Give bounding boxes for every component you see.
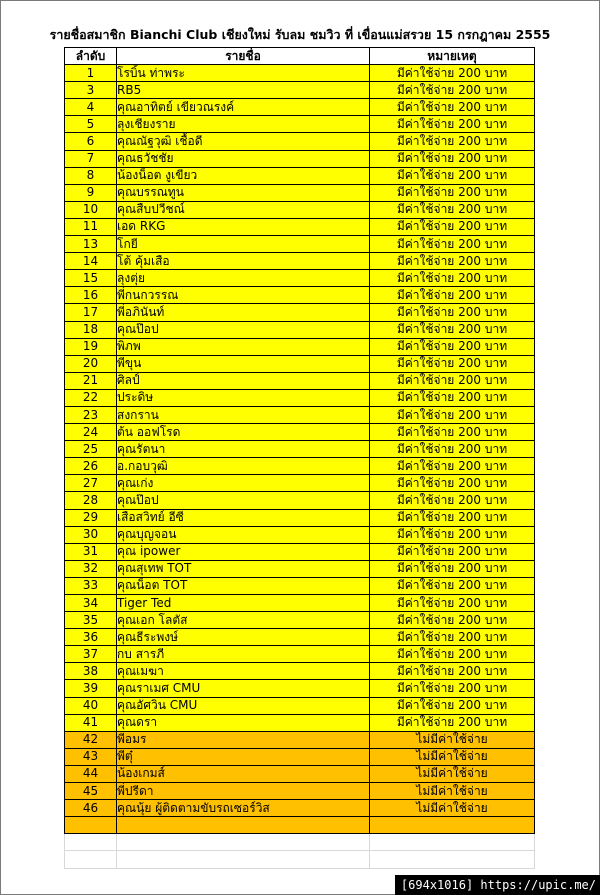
- member-name: คุณน็อต TOT: [117, 577, 370, 594]
- member-name: ลุงเชียงราย: [117, 116, 370, 133]
- row-number: 38: [65, 663, 117, 680]
- row-note: มีค่าใช้จ่าย 200 บาท: [370, 236, 535, 253]
- row-number: 4: [65, 99, 117, 116]
- table-row: [65, 577, 535, 594]
- row-note: มีค่าใช้จ่าย 200 บาท: [370, 338, 535, 355]
- member-name: คุณราเมศ CMU: [117, 680, 370, 697]
- member-name: คุณดรา: [117, 714, 370, 731]
- member-name: ประดิษ: [117, 389, 370, 406]
- row-note: มีค่าใช้จ่าย 200 บาท: [370, 612, 535, 629]
- row-number: 24: [65, 424, 117, 441]
- row-number: 44: [65, 765, 117, 782]
- table-row: [65, 133, 535, 150]
- row-number: 22: [65, 389, 117, 406]
- member-name: คุณรัตนา: [117, 441, 370, 458]
- row-note: มีค่าใช้จ่าย 200 บาท: [370, 406, 535, 423]
- table-header-row: [65, 48, 535, 65]
- row-number: 17: [65, 304, 117, 321]
- member-name: คุณ ipower: [117, 543, 370, 560]
- table-row: [65, 475, 535, 492]
- empty-cell: [117, 851, 370, 868]
- member-name: คุณบรรณทูน: [117, 184, 370, 201]
- member-name: ต้น ออฟโรด: [117, 424, 370, 441]
- row-note: มีค่าใช้จ่าย 200 บาท: [370, 201, 535, 218]
- member-name: พี่ขุน: [117, 355, 370, 372]
- row-number: 9: [65, 184, 117, 201]
- image-host-footer: [694x1016] https://upic.me/: [395, 875, 600, 895]
- member-name: พี่ปรีดา: [117, 783, 370, 800]
- row-number: 43: [65, 748, 117, 765]
- table-row: [65, 612, 535, 629]
- row-number: 34: [65, 595, 117, 612]
- member-name: Tiger Ted: [117, 595, 370, 612]
- table-row: [65, 338, 535, 355]
- member-name: คุณธีระพงษ์: [117, 629, 370, 646]
- table-row: [65, 714, 535, 731]
- row-note: มีค่าใช้จ่าย 200 บาท: [370, 372, 535, 389]
- row-note: ไม่มีค่าใช้จ่าย: [370, 800, 535, 817]
- member-name: น้องน็อต งูเขียว: [117, 167, 370, 184]
- member-name: เสือสวิทย์ อีซี่: [117, 509, 370, 526]
- row-note: มีค่าใช้จ่าย 200 บาท: [370, 543, 535, 560]
- row-note: มีค่าใช้จ่าย 200 บาท: [370, 560, 535, 577]
- row-note: ไม่มีค่าใช้จ่าย: [370, 731, 535, 748]
- table-row: [65, 304, 535, 321]
- row-number: 33: [65, 577, 117, 594]
- empty-cell: [370, 851, 535, 868]
- table-row: [65, 236, 535, 253]
- member-name: คุณเก่ง: [117, 475, 370, 492]
- row-number: 28: [65, 492, 117, 509]
- table-row: [65, 201, 535, 218]
- row-note: มีค่าใช้จ่าย 200 บาท: [370, 663, 535, 680]
- table-row: [65, 560, 535, 577]
- row-number: 35: [65, 612, 117, 629]
- header-no: ลำดับ: [65, 48, 117, 65]
- table-row: [65, 253, 535, 270]
- empty-cell: [370, 817, 535, 834]
- row-note: มีค่าใช้จ่าย 200 บาท: [370, 680, 535, 697]
- row-note: มีค่าใช้จ่าย 200 บาท: [370, 167, 535, 184]
- row-number: 1: [65, 65, 117, 82]
- row-note: มีค่าใช้จ่าย 200 บาท: [370, 253, 535, 270]
- table-row: [65, 184, 535, 201]
- table-row: [65, 748, 535, 765]
- empty-cell: [117, 834, 370, 851]
- row-number: 11: [65, 218, 117, 235]
- row-number: 7: [65, 150, 117, 167]
- table-row: [65, 458, 535, 475]
- table-row: [65, 783, 535, 800]
- row-number: 19: [65, 338, 117, 355]
- row-note: มีค่าใช้จ่าย 200 บาท: [370, 389, 535, 406]
- table-row: [65, 82, 535, 99]
- member-name: พี่ตุ๋: [117, 748, 370, 765]
- empty-row-orange: [65, 817, 535, 834]
- row-note: มีค่าใช้จ่าย 200 บาท: [370, 65, 535, 82]
- empty-row: [65, 834, 535, 851]
- row-number: 40: [65, 697, 117, 714]
- member-name: พี่อภินันท์: [117, 304, 370, 321]
- table-row: [65, 595, 535, 612]
- row-number: 5: [65, 116, 117, 133]
- member-name: คุณเมฆา: [117, 663, 370, 680]
- member-name: RB5: [117, 82, 370, 99]
- row-number: 36: [65, 629, 117, 646]
- row-number: 45: [65, 783, 117, 800]
- table-row: [65, 167, 535, 184]
- member-name: พี่กนกวรรณ: [117, 287, 370, 304]
- member-name: คุณป๊อป: [117, 492, 370, 509]
- table-row: [65, 270, 535, 287]
- row-number: 14: [65, 253, 117, 270]
- row-number: 39: [65, 680, 117, 697]
- row-note: มีค่าใช้จ่าย 200 บาท: [370, 116, 535, 133]
- table-row: [65, 765, 535, 782]
- row-number: 31: [65, 543, 117, 560]
- member-name: คุณอาทิตย์ เขียวณรงค์: [117, 99, 370, 116]
- member-name: อ.กอบวุฒิ: [117, 458, 370, 475]
- member-name: คุณเอก โลตัส: [117, 612, 370, 629]
- table-row: [65, 372, 535, 389]
- row-note: ไม่มีค่าใช้จ่าย: [370, 748, 535, 765]
- member-name: ศิลป์: [117, 372, 370, 389]
- row-note: มีค่าใช้จ่าย 200 บาท: [370, 150, 535, 167]
- row-number: 26: [65, 458, 117, 475]
- table-row: [65, 800, 535, 817]
- table-row: [65, 406, 535, 423]
- row-number: 21: [65, 372, 117, 389]
- member-name: เอด RKG: [117, 218, 370, 235]
- member-name: คุณบุญจอน: [117, 526, 370, 543]
- page-title: รายชื่อสมาชิก Bianchi Club เชียงใหม่ รับลม ชมวิว ที่ เขื่อนแม่สรวย 15 กรกฎาคม 2555: [49, 27, 551, 42]
- table-row: [65, 355, 535, 372]
- row-note: มีค่าใช้จ่าย 200 บาท: [370, 355, 535, 372]
- row-note: มีค่าใช้จ่าย 200 บาท: [370, 492, 535, 509]
- empty-cell: [117, 817, 370, 834]
- row-number: 8: [65, 167, 117, 184]
- row-note: มีค่าใช้จ่าย 200 บาท: [370, 270, 535, 287]
- row-number: 41: [65, 714, 117, 731]
- row-note: ไม่มีค่าใช้จ่าย: [370, 765, 535, 782]
- row-number: 13: [65, 236, 117, 253]
- row-number: 30: [65, 526, 117, 543]
- member-name: น้องเกมส์: [117, 765, 370, 782]
- row-note: มีค่าใช้จ่าย 200 บาท: [370, 595, 535, 612]
- member-name: โต้ คุ้มเสือ: [117, 253, 370, 270]
- table-row: [65, 509, 535, 526]
- member-name: พิภพ: [117, 338, 370, 355]
- header-name: รายชื่อ: [117, 48, 370, 65]
- row-number: 42: [65, 731, 117, 748]
- row-note: มีค่าใช้จ่าย 200 บาท: [370, 646, 535, 663]
- member-name: คุณป๊อป: [117, 321, 370, 338]
- member-name: พี่อมร: [117, 731, 370, 748]
- row-note: มีค่าใช้จ่าย 200 บาท: [370, 99, 535, 116]
- table-row: [65, 65, 535, 82]
- table-row: [65, 646, 535, 663]
- member-name: คุณณัฐวุฒิ เชื้อดี: [117, 133, 370, 150]
- member-name: กบ สารภี: [117, 646, 370, 663]
- row-note: มีค่าใช้จ่าย 200 บาท: [370, 321, 535, 338]
- row-note: มีค่าใช้จ่าย 200 บาท: [370, 714, 535, 731]
- table-row: [65, 697, 535, 714]
- row-note: มีค่าใช้จ่าย 200 บาท: [370, 424, 535, 441]
- row-number: 10: [65, 201, 117, 218]
- row-note: มีค่าใช้จ่าย 200 บาท: [370, 184, 535, 201]
- row-note: มีค่าใช้จ่าย 200 บาท: [370, 475, 535, 492]
- table-row: [65, 424, 535, 441]
- member-name: คุณสุเทพ TOT: [117, 560, 370, 577]
- row-number: 27: [65, 475, 117, 492]
- member-name: ลุงตุ่ย: [117, 270, 370, 287]
- table-row: [65, 389, 535, 406]
- row-number: 46: [65, 800, 117, 817]
- table-row: [65, 663, 535, 680]
- row-note: มีค่าใช้จ่าย 200 บาท: [370, 441, 535, 458]
- table-row: [65, 150, 535, 167]
- table-body: [65, 65, 535, 868]
- table-row: [65, 441, 535, 458]
- row-note: มีค่าใช้จ่าย 200 บาท: [370, 509, 535, 526]
- header-note: หมายเหตุ: [370, 48, 535, 65]
- table-row: [65, 543, 535, 560]
- row-note: มีค่าใช้จ่าย 200 บาท: [370, 133, 535, 150]
- row-number: 18: [65, 321, 117, 338]
- member-table: [64, 47, 535, 869]
- row-note: มีค่าใช้จ่าย 200 บาท: [370, 304, 535, 321]
- row-number: 16: [65, 287, 117, 304]
- table-row: [65, 99, 535, 116]
- row-note: มีค่าใช้จ่าย 200 บาท: [370, 218, 535, 235]
- row-number: 29: [65, 509, 117, 526]
- row-note: มีค่าใช้จ่าย 200 บาท: [370, 287, 535, 304]
- row-number: 23: [65, 406, 117, 423]
- table-row: [65, 218, 535, 235]
- row-note: มีค่าใช้จ่าย 200 บาท: [370, 629, 535, 646]
- member-name: สงกราน: [117, 406, 370, 423]
- table-row: [65, 492, 535, 509]
- row-number: 25: [65, 441, 117, 458]
- member-name: โกยี: [117, 236, 370, 253]
- member-name: คุณสืบปวีชณ์: [117, 201, 370, 218]
- empty-row: [65, 851, 535, 868]
- table-row: [65, 629, 535, 646]
- row-note: มีค่าใช้จ่าย 200 บาท: [370, 526, 535, 543]
- table-row: [65, 680, 535, 697]
- row-number: 15: [65, 270, 117, 287]
- table-row: [65, 321, 535, 338]
- row-note: มีค่าใช้จ่าย 200 บาท: [370, 577, 535, 594]
- row-number: 37: [65, 646, 117, 663]
- table-row: [65, 116, 535, 133]
- empty-cell: [65, 817, 117, 834]
- row-number: 20: [65, 355, 117, 372]
- table-row: [65, 526, 535, 543]
- row-note: มีค่าใช้จ่าย 200 บาท: [370, 458, 535, 475]
- row-number: 6: [65, 133, 117, 150]
- row-note: ไม่มีค่าใช้จ่าย: [370, 783, 535, 800]
- table-row: [65, 731, 535, 748]
- row-note: มีค่าใช้จ่าย 200 บาท: [370, 697, 535, 714]
- member-name: คุณธวัชชัย: [117, 150, 370, 167]
- member-name: คุณอัศวิน CMU: [117, 697, 370, 714]
- member-name: คุณนุ้ย ผู้ติดตามขับรถเซอร์วิส: [117, 800, 370, 817]
- row-number: 32: [65, 560, 117, 577]
- empty-cell: [370, 834, 535, 851]
- member-name: โรบิ้น ท่าพระ: [117, 65, 370, 82]
- row-number: 3: [65, 82, 117, 99]
- empty-cell: [65, 834, 117, 851]
- table-row: [65, 287, 535, 304]
- empty-cell: [65, 851, 117, 868]
- row-note: มีค่าใช้จ่าย 200 บาท: [370, 82, 535, 99]
